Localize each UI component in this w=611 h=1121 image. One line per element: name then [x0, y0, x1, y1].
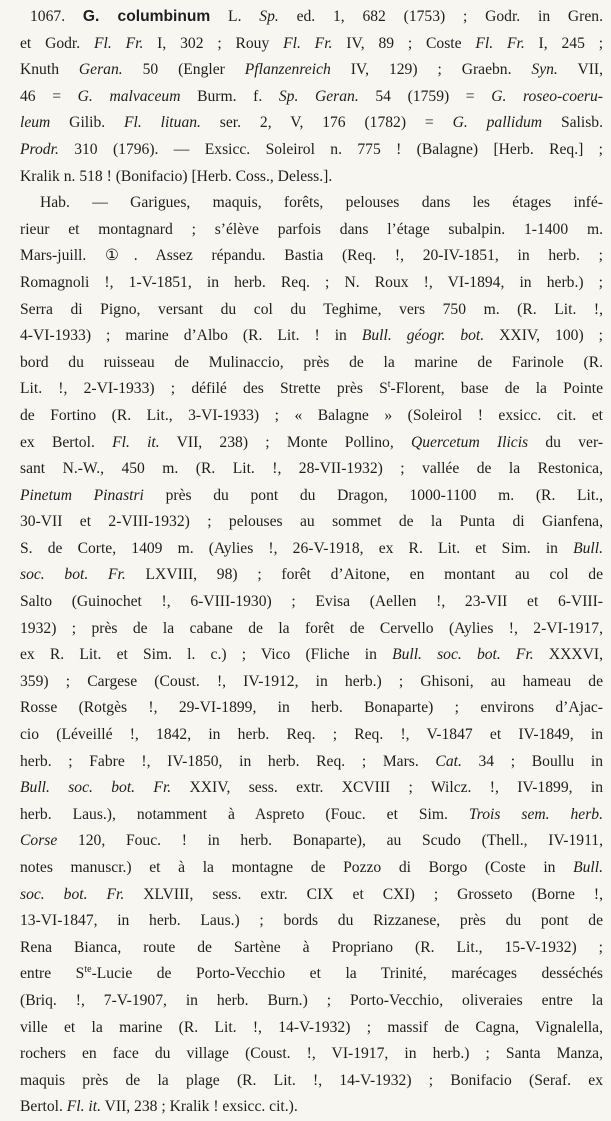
text-segment: XXIV, 100) ; — [484, 327, 603, 345]
text-segment: Rena Bianca, route de Sartène à Propriano (R. Lit., 15-V-1932) ; — [20, 938, 603, 956]
text-segment: Hab. — Garigues, maquis, forêts, pelouses dans les étages infé- — [40, 194, 603, 212]
text-segment: soc. bot. Fr. — [20, 885, 125, 903]
text-line — [20, 1094, 603, 1121]
text-segment: Serra di Pigno, versant du col du Teghime, vers 750 m. (R. Lit. !, — [20, 300, 603, 318]
text-line — [20, 908, 603, 935]
text-line — [20, 562, 603, 589]
text-segment: Cat. — [435, 752, 462, 770]
text-segment: Fl. Fr. — [94, 34, 144, 52]
text-line — [20, 749, 603, 776]
text-segment: ex Bertol. — [20, 433, 113, 451]
text-segment: cio (Léveillé !, 1842, in herb. Req. ; Req. !, V-1847 et IV-1849, in — [20, 726, 603, 744]
text-segment: Bertol. — [20, 1098, 67, 1116]
text-segment: Trois sem. herb. — [468, 805, 603, 823]
text-line — [20, 110, 603, 137]
text-segment: -Lucie de Porto-Vecchio et la Trinité, marécages desséchés — [91, 965, 603, 983]
text-segment: herb. ; Fabre !, IV-1850, in herb. Req. ; Mars. — [20, 752, 436, 770]
text-line — [20, 323, 603, 350]
text-segment: bord du ruisseau de Mulinaccio, près de la marine de Farinole (R. — [20, 353, 603, 371]
text-segment: (Briq. !, 7-V-1907, in herb. Burn.) ; Porto-Vecchio, oliveraies entre la — [20, 991, 603, 1009]
text-line — [20, 456, 603, 483]
text-segment: G. roseo-coeru- — [491, 87, 603, 105]
text-segment: XXIV, sess. extr. XCVIII ; Wilcz. !, IV-1899, in — [171, 779, 603, 797]
text-segment: près du pont du Dragon, 1000-1100 m. (R. Lit., — [143, 486, 603, 504]
text-line — [20, 243, 603, 270]
text-segment: Salisb. — [542, 114, 603, 132]
text-segment: 4-VI-1933) ; marine d’Albo (R. Lit. ! in — [20, 327, 362, 345]
text-line — [20, 616, 603, 643]
text-line — [20, 4, 603, 31]
text-segment: S. de Corte, 1409 m. (Aylies !, 26-V-1918, ex R. Lit. et Sim. in — [20, 539, 574, 557]
text-line — [20, 642, 603, 669]
text-segment: LXVIII, 98) ; forêt d’Aitone, en montant au col de — [125, 566, 603, 584]
text-segment: entre S — [20, 965, 85, 983]
text-line — [20, 988, 603, 1015]
text-line — [20, 855, 603, 882]
text-segment: 54 (1759) = — [358, 87, 492, 105]
text-line — [20, 376, 603, 403]
text-segment: 46 = — [20, 87, 78, 105]
text-segment: Lit. !, 2-VI-1933) ; défilé des Strette près S — [20, 380, 388, 398]
text-segment: XXXVI, — [533, 646, 603, 664]
text-segment: Fl. it. — [66, 1098, 101, 1116]
text-segment: ser. 2, V, 176 (1782) = — [200, 114, 453, 132]
text-segment: et Godr. — [20, 34, 94, 52]
text-segment: XLVIII, sess. extr. CIX et CXI) ; Grosseto (Borne !, — [124, 885, 603, 903]
text-line — [20, 350, 603, 377]
text-segment: 30-VII et 2-VIII-1932) ; pelouses au sommet de la Punta di Gianfena, — [20, 513, 603, 531]
text-line — [20, 483, 603, 510]
text-segment: Gilib. — [50, 114, 125, 132]
text-segment: du ver- — [528, 433, 603, 451]
text-segment: VII, — [557, 61, 603, 79]
text-segment: maquis près de la plage (R. Lit. !, 14-V-1932) ; Bonifacio (Seraf. ex — [20, 1071, 603, 1089]
text-segment: 50 (Engler — [122, 61, 245, 79]
text-segment: Romagnoli !, 1-V-1851, in herb. Req. ; N. Roux !, VI-1894, in herb.) ; — [20, 273, 603, 291]
text-line — [20, 589, 603, 616]
text-line — [20, 935, 603, 962]
text-segment: VII, 238) ; Monte Pollino, — [159, 433, 411, 451]
text-segment: IV, 89 ; Coste — [332, 34, 476, 52]
text-line — [20, 722, 603, 749]
text-segment: Rosse (Rotgès !, 29-VI-1899, in herb. Bonaparte) ; environs d’Ajac- — [20, 699, 603, 717]
text-segment: soc. bot. Fr. — [20, 566, 126, 584]
text-segment: ex R. Lit. et Sim. l. c.) ; Vico (Fliche in — [20, 646, 393, 664]
text-segment: 1932) ; près de la cabane de la forêt de Cervello (Aylies !, 2-VI-1917, — [20, 619, 603, 637]
text-segment: Bull. — [573, 859, 603, 876]
text-segment: herb. Laus.), notamment à Aspreto (Fouc. et Sim. — [20, 805, 469, 823]
text-segment: notes manuscr.) et à la montagne de Pozzo di Borgo (Coste in — [20, 859, 574, 876]
species-name: G. columbinum — [82, 8, 211, 25]
text-line — [20, 802, 603, 829]
text-segment: Mars-juill. ①. Assez répandu. Bastia (Req. !, 20-IV-1851, in herb. ; — [20, 247, 603, 265]
text-segment: de Fortino (R. Lit., 3-VI-1933) ; « Balagne » (Soleirol ! exsicc. cit. et — [20, 406, 603, 424]
text-line — [20, 695, 603, 722]
text-line — [20, 1015, 603, 1042]
text-line — [20, 669, 603, 696]
text-segment: 13-VI-1847, in herb. Laus.) ; bords du Rizzanese, près du pont de — [20, 912, 603, 930]
text-line — [20, 1041, 603, 1068]
text-segment: t — [387, 379, 391, 391]
text-segment: Sp. — [259, 8, 279, 25]
text-segment: Knuth — [20, 61, 79, 79]
text-segment: Fl. Fr. — [475, 34, 525, 52]
text-segment: Bull. soc. bot. Fr. — [20, 779, 172, 797]
text-segment: VII, 238 ; Kralik ! exsicc. cit.). — [101, 1098, 298, 1116]
text-line — [20, 164, 603, 191]
text-segment: Quercetum Ilicis — [411, 433, 529, 451]
text-segment: Sp. Geran. — [278, 87, 359, 105]
text-segment: Pinetum Pinastri — [20, 486, 144, 504]
text-segment: 1067. — [30, 8, 83, 25]
text-line — [20, 403, 603, 430]
text-segment: Corse — [20, 832, 58, 850]
text-segment: I, 302 ; Rouy — [143, 34, 284, 52]
text-line — [20, 31, 603, 58]
text-line — [20, 270, 603, 297]
text-segment: 310 (1796). — Exsicc. Soleirol n. 775 ! (Balagne) [Herb. Req.] ; — [58, 140, 603, 158]
text-segment: Kralik n. 518 ! (Bonifacio) [Herb. Coss., Deless.]. — [20, 167, 333, 185]
text-segment: L. — [210, 8, 260, 25]
text-segment: G. pallidum — [452, 114, 543, 132]
text-line — [20, 775, 603, 802]
text-segment: Fl. Fr. — [283, 34, 333, 52]
text-segment: Prodr. — [20, 140, 59, 158]
text-line — [20, 1068, 603, 1095]
text-line — [20, 536, 603, 563]
text-segment: 359) ; Cargese (Coust. !, IV-1912, in herb.) ; Ghisoni, au hameau de — [20, 672, 603, 690]
text-line — [20, 190, 603, 217]
text-segment: ville et la marine (R. Lit. !, 14-V-1932) ; massif de Cagna, Vignalella, — [20, 1018, 603, 1036]
text-segment: Geran. — [78, 61, 123, 79]
text-segment: rochers en face du village (Coust. !, VI-1917, in herb.) ; Santa Manza, — [20, 1045, 603, 1063]
text-segment: Bull. — [573, 539, 603, 557]
text-segment: sant N.-W., 450 m. (R. Lit. !, 28-VII-1932) ; vallée de la Restonica, — [20, 460, 603, 478]
text-line — [20, 509, 603, 536]
text-line — [20, 217, 603, 244]
text-line — [20, 57, 603, 84]
text-line — [20, 297, 603, 324]
text-segment: rieur et montagnard ; s’élève parfois dans l’étage subalpin. 1-1400 m. — [20, 220, 603, 238]
text-segment: Bull. géogr. bot. — [361, 327, 485, 345]
species-entry-text — [20, 4, 603, 1121]
text-line — [20, 882, 603, 909]
text-segment: 34 ; Boullu in — [461, 752, 603, 770]
text-segment: IV, 129) ; Graebn. — [330, 61, 532, 79]
text-line — [20, 137, 603, 164]
text-line — [20, 84, 603, 111]
text-segment: G. malvaceum — [77, 87, 181, 105]
text-segment: 120, Fouc. ! in herb. Bonaparte), au Scudo (Thell., IV-1911, — [57, 832, 603, 850]
text-segment: -Florent, base de la Pointe — [390, 380, 603, 398]
text-segment: Fl. lituan. — [124, 114, 201, 132]
text-segment: leum — [20, 114, 51, 132]
text-segment: Syn. — [531, 61, 558, 79]
text-segment: te — [84, 964, 92, 976]
text-line — [20, 828, 603, 855]
text-line — [20, 430, 603, 457]
text-segment: ed. 1, 682 (1753) ; Godr. in Gren. — [278, 8, 603, 25]
text-segment: Salto (Guinochet !, 6-VIII-1930) ; Evisa (Aellen !, 23-VII et 6-VIII- — [20, 593, 603, 611]
text-segment: I, 245 ; — [524, 34, 603, 52]
text-segment: Pflanzenreich — [244, 61, 331, 79]
text-segment: Fl. it. — [112, 433, 160, 451]
text-segment: Burm. f. — [180, 87, 279, 105]
text-line — [20, 961, 603, 988]
text-segment: Bull. soc. bot. Fr. — [392, 646, 534, 664]
